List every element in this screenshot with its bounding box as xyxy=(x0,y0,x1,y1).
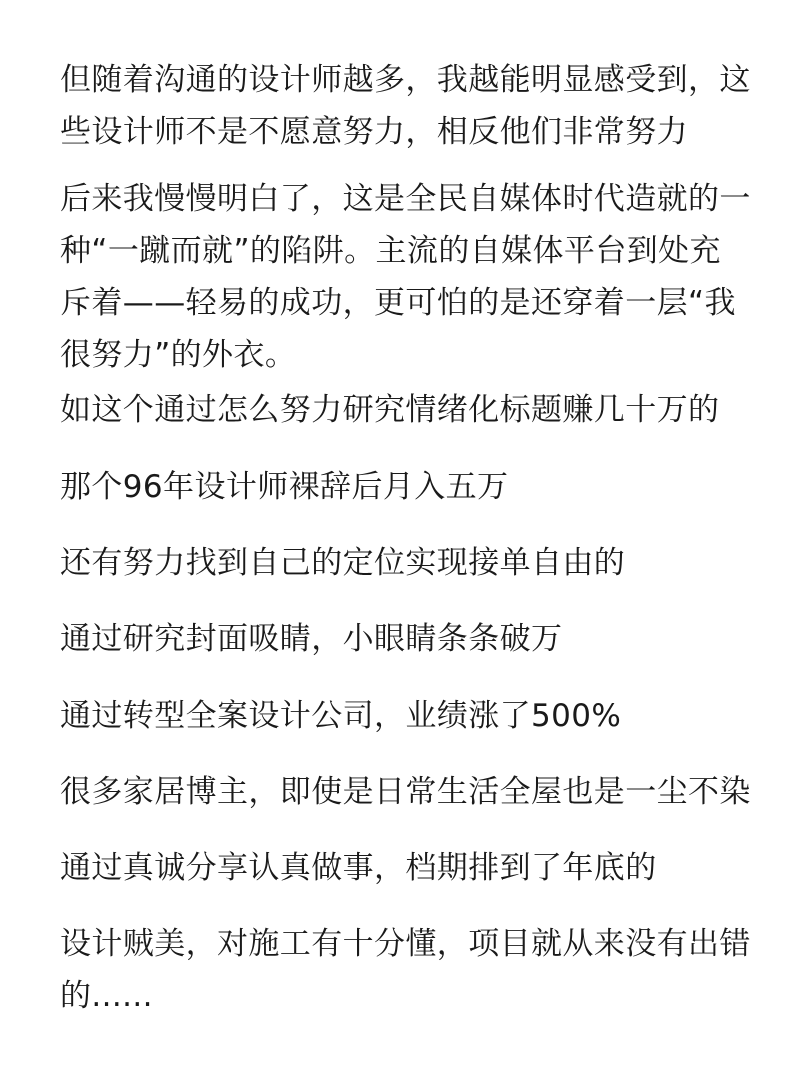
text-line: 设计贼美，对施工有十分懂，项目就从来没有出错 xyxy=(60,926,751,962)
text-line: 很努力”的外衣。 xyxy=(60,337,297,373)
text-line: 那个96年设计师裸辞后月入五万 xyxy=(60,469,509,505)
text-line: 很多家居博主，即使是日常生活全屋也是一尘不染 xyxy=(60,774,751,810)
paragraph-7 xyxy=(60,690,621,742)
paragraph-10 xyxy=(60,918,751,1022)
paragraph-6 xyxy=(60,613,562,665)
text-line: 通过真诚分享认真做事，档期排到了年底的 xyxy=(60,850,657,886)
text-line: 通过研究封面吸睛，小眼睛条条破万 xyxy=(60,621,563,657)
text-line: 通过转型全案设计公司，业绩涨了500% xyxy=(60,698,622,734)
text-line: 种“一蹴而就”的陷阱。主流的自媒体平台到处充 xyxy=(60,233,721,269)
paragraph-5 xyxy=(60,537,625,589)
paragraph-3 xyxy=(60,384,719,436)
text-line: 如这个通过怎么努力研究情绪化标题赚几十万的 xyxy=(60,392,720,428)
paragraph-4 xyxy=(60,461,508,513)
text-line: 但随着沟通的设计师越多，我越能明显感受到，这 xyxy=(60,62,751,98)
text-line: 斥着——轻易的成功，更可怕的是还穿着一层“我 xyxy=(60,285,736,321)
paragraph-8 xyxy=(60,766,751,818)
text-line: 还有努力找到自己的定位实现接单自由的 xyxy=(60,545,626,581)
text-line: 些设计师不是不愿意努力，相反他们非常努力 xyxy=(60,114,688,150)
paragraph-1 xyxy=(60,54,751,158)
text-line: 的...... xyxy=(60,978,153,1014)
text-line: 后来我慢慢明白了，这是全民自媒体时代造就的一 xyxy=(60,181,751,217)
paragraph-2 xyxy=(60,173,751,381)
paragraph-9 xyxy=(60,842,657,894)
